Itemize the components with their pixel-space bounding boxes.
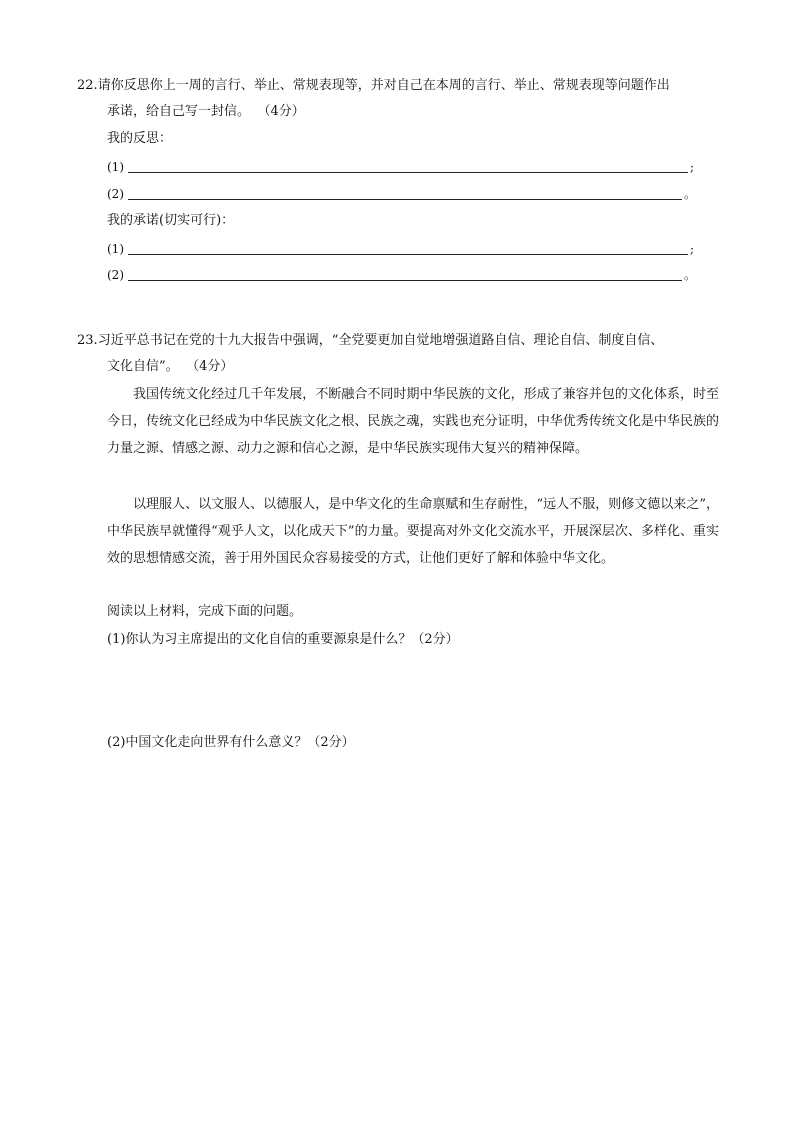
reflection-blank-2[interactable]	[128, 187, 682, 200]
reflection-label-2: (2)	[107, 187, 124, 201]
promise-blank-1[interactable]	[128, 242, 688, 255]
q23-prompt-line2	[107, 358, 233, 376]
q23-subquestion-1: (1)你认为习主席提出的文化自信的重要源泉是什么？（2分）	[107, 632, 459, 647]
promise-answer-2[interactable]	[107, 266, 696, 284]
q23-prompt-line1	[77, 332, 663, 350]
q23-prompt-text-1: 习近平总书记在党的十九大报告中强调，“全党要更加自觉地增强道路自信、理论自信、制度自信、	[97, 333, 664, 348]
reflection-end-1: ;	[690, 160, 695, 174]
q23-subquestion-2: (2)中国文化走向世界有什么意义？（2分）	[107, 735, 355, 750]
q23-number: 23.	[77, 333, 98, 348]
reflection-label-1: (1)	[107, 160, 124, 174]
material-paragraph-2: 以理服人、以文服人、以德服人，是中华文化的生命禀赋和生存耐性，“远人不服，则修文德以来之”，中华民族早就懂得“观乎人文，以化成天下”的力量。要提高对外文化交流水平，开展深层次、多样化、重实效的思想情感交流，善于用外国民众容易接受的方式，让他们更好了解和体验中华文化。	[107, 497, 719, 566]
promise-end-1: ;	[690, 242, 695, 256]
q22-prompt-line2	[107, 103, 305, 121]
reflection-heading: 我的反思：	[107, 131, 173, 146]
promise-answer-1[interactable]	[107, 240, 694, 258]
promise-label-2: (2)	[107, 268, 124, 282]
reflection-blank-1[interactable]	[128, 160, 688, 173]
q23-instruction: 阅读以上材料，完成下面的问题。	[107, 604, 303, 619]
promise-end-2: 。	[684, 268, 697, 282]
q22-prompt-text-1: 请你反思你上一周的言行、举止、常规表现等，并对自己在本周的言行、举止、常规表现等问题作出	[97, 78, 670, 93]
promise-blank-2[interactable]	[128, 268, 682, 281]
promise-heading: 我的承诺(切实可行)：	[107, 213, 235, 228]
q22-prompt-line1	[77, 77, 670, 95]
q23-score: （4分）	[192, 359, 234, 374]
reflection-end-2: 。	[684, 187, 697, 201]
q22-prompt-text-2: 承诺，给自己写一封信。	[107, 104, 251, 119]
q23-prompt-text-2: 文化自信”。	[107, 359, 179, 374]
promise-label-1: (1)	[107, 242, 124, 256]
q22-number: 22.	[77, 78, 98, 93]
reflection-answer-1[interactable]	[107, 158, 694, 176]
material-paragraph-1: 我国传统文化经过几千年发展，不断融合不同时期中华民族的文化，形成了兼容并包的文化体系，时至今日，传统文化已经成为中华民族文化之根、民族之魂，实践也充分证明，中华优秀传统文化是中华民族的力量之源、情感之源、动力之源和信心之源，是中华民族实现伟大复兴的精神保障。	[107, 387, 719, 456]
q22-score: （4分）	[264, 104, 305, 119]
reflection-answer-2[interactable]	[107, 185, 696, 203]
